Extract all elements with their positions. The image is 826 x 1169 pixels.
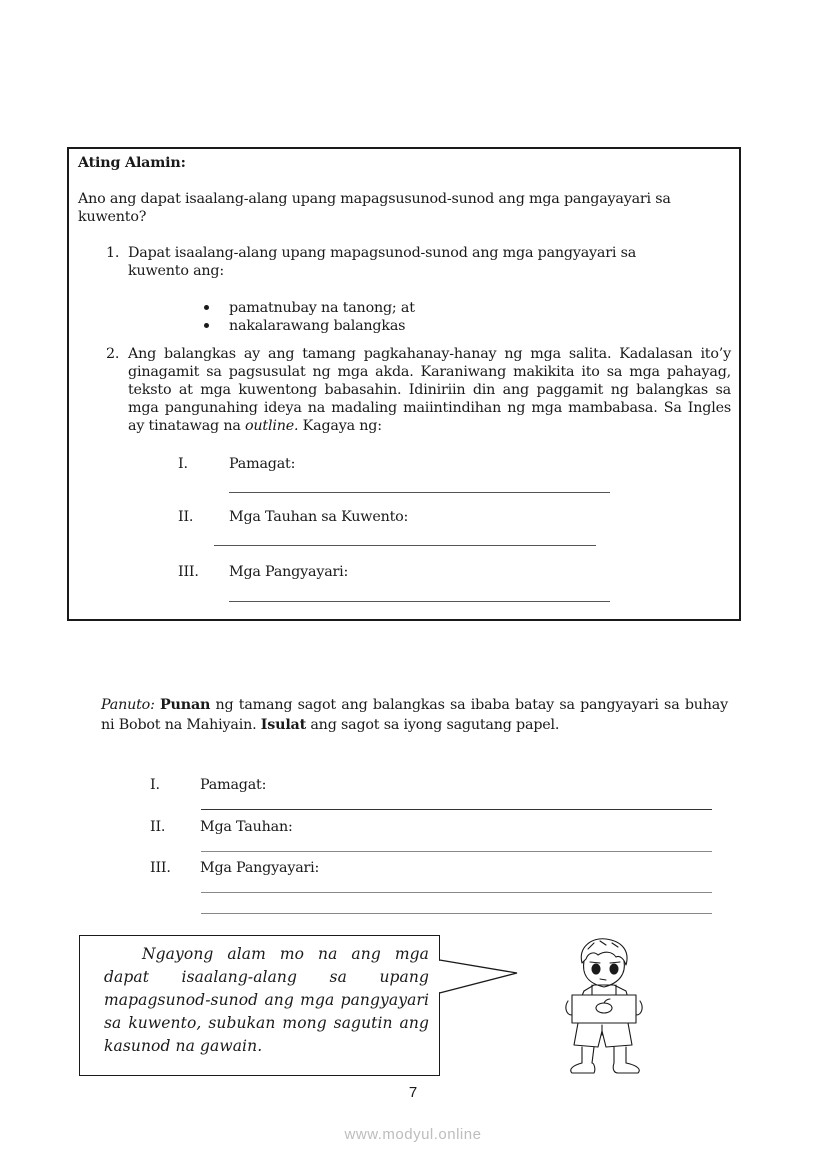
item-2-italic: outline. <box>245 418 299 434</box>
panuto-label: Panuto: <box>101 697 155 713</box>
bullet-icon <box>204 305 209 310</box>
answer-line <box>229 601 610 602</box>
activity-label: Mga Tauhan: <box>200 819 293 835</box>
answer-line <box>229 492 610 493</box>
outline-label: Mga Tauhan sa Kuwento: <box>229 509 409 525</box>
activity-numeral: II. <box>150 819 166 835</box>
panuto-text-end: ang sagot sa iyong sagutang papel. <box>306 717 560 733</box>
outline-label: Pamagat: <box>229 456 296 472</box>
answer-line[interactable] <box>201 913 712 914</box>
item-2-text: Ang balangkas ay ang tamang pagkahanay-hanay ng mga salita. Kadalasan ito’y ginagamit sa pagsusulat ng mga akda. Karaniwang makikita ito sa mga pahayag, teksto at mga kuwentong babasahin. Idiniriin din ang paggamit ng balangkas sa mga pangunahing ideya na madaling maiintindihan ng mga mambabasa. Sa Ingles ay tinatawag na <box>128 346 731 434</box>
answer-line[interactable] <box>201 892 712 893</box>
callout-message: Ngayong alam mo na ang mga dapat isaalang-alang sa upang mapagsunod-sunod ang mga pangyayari sa kuwento, subukan mong sagutin ang kasunod na gawain. <box>104 945 429 1055</box>
answer-line <box>214 545 596 546</box>
outline-numeral: II. <box>178 509 194 525</box>
outline-numeral: III. <box>178 564 199 580</box>
bullet-icon <box>204 323 209 328</box>
panuto-bold-isulat: Isulat <box>260 717 307 733</box>
item-2-number: 2. <box>106 346 120 362</box>
item-1-number: 1. <box>106 245 120 261</box>
item-2-text-end: Kagaya ng: <box>298 418 382 434</box>
activity-numeral: III. <box>150 860 171 876</box>
panuto-instructions <box>101 695 728 735</box>
activity-label: Pamagat: <box>200 777 267 793</box>
box-question: Ano ang dapat isaalang-alang upang mapagsusunod-sunod ang mga pangayayari sa kuwento? <box>78 191 671 225</box>
boy-holding-sign-icon <box>548 935 658 1075</box>
bullet-item: pamatnubay na tanong; at <box>229 300 415 316</box>
activity-numeral: I. <box>150 777 160 793</box>
panuto-text: ng tamang sagot ang balangkas sa ibaba batay sa pangyayari sa buhay ni Bobot na Mahiyain. <box>101 697 728 733</box>
page-number: 7 <box>408 1084 418 1101</box>
outline-label: Mga Pangyayari: <box>229 564 349 580</box>
bullet-item: nakalarawang balangkas <box>229 318 406 334</box>
answer-line[interactable] <box>201 809 712 810</box>
box-heading: Ating Alamin: <box>78 155 186 171</box>
item-1-line1: Dapat isaalang-alang upang mapagsunod-sunod ang mga pangyayari sa <box>128 245 637 261</box>
speech-pointer-icon <box>430 950 525 1005</box>
callout-text <box>104 943 429 1058</box>
panuto-bold-punan: Punan <box>160 697 211 713</box>
watermark: www.modyul.online <box>344 1126 482 1143</box>
answer-line[interactable] <box>201 851 712 852</box>
activity-label: Mga Pangyayari: <box>200 860 320 876</box>
item-1-line2: kuwento ang: <box>128 263 224 279</box>
outline-numeral: I. <box>178 456 188 472</box>
item-2-paragraph <box>128 345 731 435</box>
